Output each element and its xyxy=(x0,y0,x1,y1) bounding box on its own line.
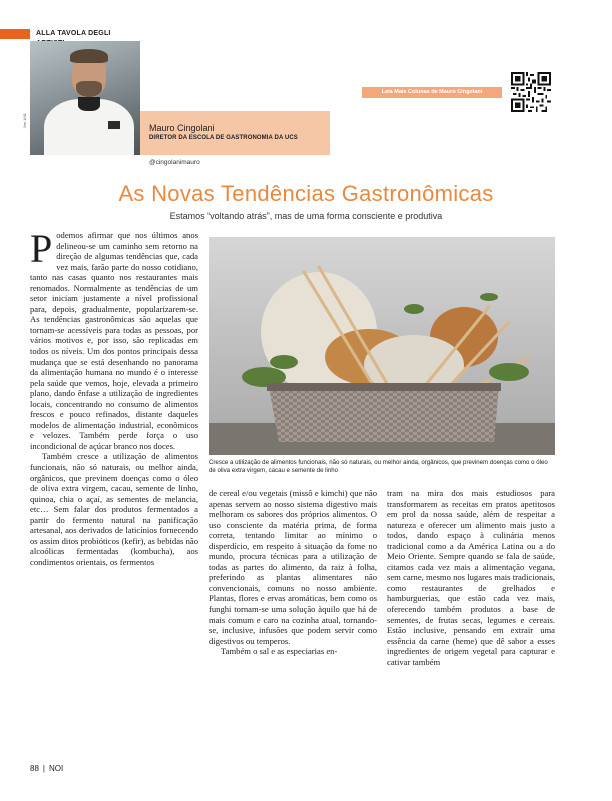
coat-logo xyxy=(108,121,120,129)
bread-basket-photo xyxy=(209,237,555,455)
article-column-2 xyxy=(209,488,377,734)
author-name: Mauro Cingolani xyxy=(149,123,215,133)
article-column-3 xyxy=(387,488,555,734)
drop-cap: P xyxy=(30,230,53,271)
footer-separator: | xyxy=(42,764,45,773)
article-title: As Novas Tendências Gastronômicas xyxy=(118,181,494,206)
photo-credit: Ver 1/41 xyxy=(22,113,27,128)
photo-caption: Cresce a utilização de alimentos funcionais, não só naturais, ou melhor ainda, orgânicos, que previnem doenças como o óleo de oliva extra virgem, cacau e semente de linho xyxy=(209,459,548,474)
author-beard xyxy=(76,81,102,97)
paragraph: tram na mira dos mais estudiosos para transformarem as receitas em pratos apetitosos em prol da nossa saúde, além de respeitar a natureza e oferecer um alimento mais justo a todos, dando espaço à culinária menos tradicional como a da América Latina ou a do Meio Oriente. Sempre quando se fala de saúde, citamos cada vez mais a alimentação vegana, sem carne, mesmo nos lugares mais tradicionais, como restaurantes de grelhados e hamburguerias, que estão cada vez mais, oferecendo também produtos a base de sementes, de frutas secas, legumes e cereais. Estão inclusive, pensando em extrair uma essência da carne (heme) que dê sabor a esses ingredientes de origem vegetal para capturar e cativar também xyxy=(387,488,555,667)
paragraph: odemos afirmar que nos últimos anos delineou-se um caminho sem retorno na direção de algumas tendências que, cada vez mais, farão parte do nosso cotidiano, tanto nas casas quanto nos restaurantes mais renomados. Normalmente as tendências de um setor iniciam justamente a nível profissional para, depois, gradualmente, popularizarem-se. As tendências gastronômicas são aquelas que tornam-se acessíveis para todas as pessoas, por vários motivos e, por isso, são replicadas em todos os níveis. Um dos pontos principais dessa mudança que se está desenhando no panorama da alimentação humana no mundo é o interesse pela saúde que vemos, hoje, elevada a primeiro plano, dando ênfase a utilização de ingredientes locais, concentrando no consumo de alimentos frescos e pouco refinados, distante daqueles modelos de alimentação industrial, econômicos e velozes. Também perde força o uso incondicional de açúcar branco nos doces. xyxy=(30,230,198,451)
page-number: 88 xyxy=(30,764,39,773)
paragraph: Também o sal e as especiarias en- xyxy=(221,646,338,657)
article-column-1 xyxy=(30,230,198,730)
paragraph: Também cresce a utilização de alimentos funcionais, não só naturais, ou melhor ainda, orgânicos, que previnem doenças como o óleo de oliva extra virgem, cacau, semente de linho, quinoa, chia o açaí, as sementes de melancia, etc… Sem falar dos produtos fermentados a partir do fermento natural na panificação artesanal, aos derivados de laticínios fornecendo os assim ditos probióticos (kefir), as bebidas não alcoólicas fermentadas (kombucha), aos condimentos orientais, os fermentos xyxy=(30,451,198,567)
section-header xyxy=(0,29,140,39)
author-hair xyxy=(70,49,108,63)
magazine-name: NOI xyxy=(48,764,64,773)
author-handle: @cingolanimauro xyxy=(149,159,200,166)
qr-code-icon[interactable] xyxy=(511,72,551,112)
section-color-block xyxy=(0,29,30,39)
qr-label: Leia Mais Colunas de Mauro Cingolani xyxy=(362,87,502,98)
bread-basket-illustration xyxy=(209,237,555,455)
page-footer xyxy=(30,764,63,773)
author-box xyxy=(140,111,330,155)
author-role: DIRETOR DA ESCOLA DE GASTRONOMIA DA UCS xyxy=(149,135,298,141)
article-subtitle: Estamos “voltando atrás”, mas de uma forma consciente e produtiva xyxy=(169,211,443,221)
chef-collar xyxy=(78,97,100,111)
section-label: ALLA TAVOLA DEGLI xyxy=(36,30,111,37)
author-photo xyxy=(30,41,140,155)
paragraph: de cereal e/ou vegetais (missô e kimchi) que não apenas servem ao nosso sistema digestivo mais melhoram os sabores dos próprios alimentos. O uso consciente da matéria prima, de forma correta, tentando limitar ao mínimo o disperdício, em respeito à situação da fome no mundo, procura técnicas para a utilização de todas as partes do alimento, da raiz à folha, preferindo as plantas alimentares não convencionais, comuns no nosso ambiente. Plantas, flores e ervas aromáticas, bem como os funghi tornam-se uma solução àquilo que há de mais comum e caro na cozinha atual, tornando-se, inclusive, infusões que podem servir como digestivos ou temperos. xyxy=(209,488,377,646)
